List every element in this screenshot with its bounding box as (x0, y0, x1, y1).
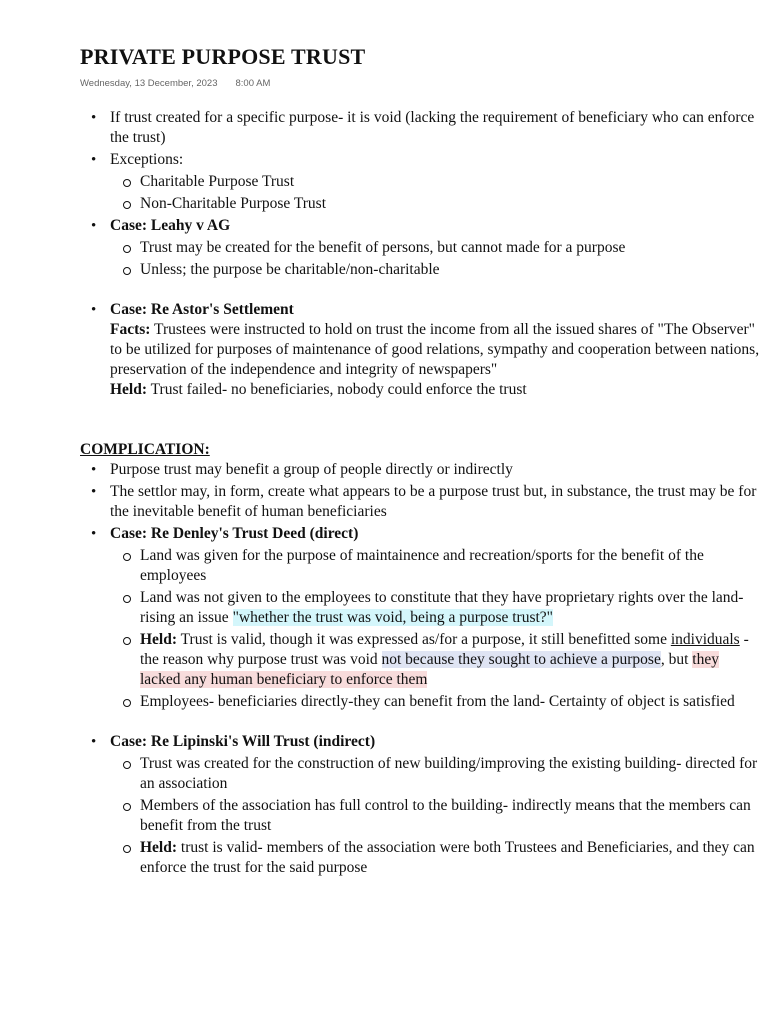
list-item: • The settlor may, in form, create what appears to be a purpose trust but, in substance, the trust may be for the inevitable benefit of human beneficiaries (80, 482, 760, 522)
underlined-text: individuals (670, 631, 740, 648)
list-item: Charitable Purpose Trust (110, 172, 760, 192)
held-label: Held: (110, 381, 148, 398)
list-item: Members of the association has full control to the building- indirectly means that the members can benefit from the trust (110, 796, 760, 836)
case-title: Case: Re Astor's Settlement (110, 301, 294, 318)
list-item: • Purpose trust may benefit a group of people directly or indirectly (80, 460, 760, 480)
list-item (80, 150, 760, 214)
case-title: Case: Leahy v AG (110, 217, 231, 234)
exceptions-list (110, 172, 760, 214)
list-item: Employees- beneficiaries directly-they can benefit from the land- Certainty of object is satisfied (110, 692, 760, 712)
case-astor (80, 300, 760, 400)
held-text: - the reason why purpose trust was void (140, 631, 749, 668)
case-lipinski (80, 732, 760, 878)
note-timestamp (80, 78, 270, 89)
section-heading: COMPLICATION: (80, 441, 210, 458)
case-title: Case: Re Denley's Trust Deed (direct) (110, 525, 359, 542)
held-label: Held: (140, 839, 178, 856)
held-text: , but (660, 651, 693, 668)
note-body (80, 108, 760, 880)
lipinski-list (80, 732, 760, 878)
held-text: trust is valid- members of the association were both Trustees and Beneficiaries, and they can enforce the trust for the said purpose (140, 839, 755, 876)
note-date: Wednesday, 13 December, 2023 (80, 78, 218, 89)
list-item (110, 588, 760, 628)
case-leahy (80, 216, 760, 280)
case-denley (80, 524, 760, 712)
leahy-points (110, 238, 760, 280)
list-item (110, 838, 760, 878)
list-item: Land was given for the purpose of maintainence and recreation/sports for the benefit of the employees (110, 546, 760, 586)
note-time: 8:00 AM (235, 78, 271, 89)
exceptions-label: Exceptions: (110, 151, 184, 168)
lipinski-points (110, 754, 760, 878)
intro-list (80, 108, 760, 280)
highlight-pink: they lacked any human beneficiary to enforce them (140, 651, 719, 688)
facts-label: Facts: (110, 321, 151, 338)
held-label: Held: (140, 631, 178, 648)
denley-issue-text: Land was not given to the employees to constitute that they have proprietary rights over the land- rising an issue (140, 589, 744, 626)
highlight-cyan: "whether the trust was void, being a purpose trust?" (232, 609, 553, 626)
list-item: Non-Charitable Purpose Trust (110, 194, 760, 214)
highlight-blue: not because they sought to achieve a purpose (381, 651, 661, 668)
held-text: Trust failed- no beneficiaries, nobody could enforce the trust (147, 381, 527, 398)
case-title: Case: Re Lipinski's Will Trust (indirect) (110, 733, 376, 750)
list-item (110, 630, 760, 690)
list-item: Trust may be created for the benefit of persons, but cannot made for a purpose (110, 238, 760, 258)
facts-text: Trustees were instructed to hold on trust the income from all the issued shares of "The Observer" to be utilized for purposes of maintenance of good relations, sympathy and cooperation between nations, preservation of the independence and integrity of newspapers" (110, 321, 760, 378)
held-text: Trust is valid, though it was expressed as/for a purpose, it still benefitted some (177, 631, 671, 648)
list-item: Trust was created for the construction of new building/improving the existing building- directed for an association (110, 754, 760, 794)
list-item: Unless; the purpose be charitable/non-charitable (110, 260, 760, 280)
page-title: PRIVATE PURPOSE TRUST (80, 44, 366, 69)
denley-points (110, 546, 760, 712)
astor-list (80, 300, 760, 400)
complication-list (80, 460, 760, 712)
list-item: • If trust created for a specific purpose- it is void (lacking the requirement of beneficiary who can enforce the trust) (80, 108, 760, 148)
